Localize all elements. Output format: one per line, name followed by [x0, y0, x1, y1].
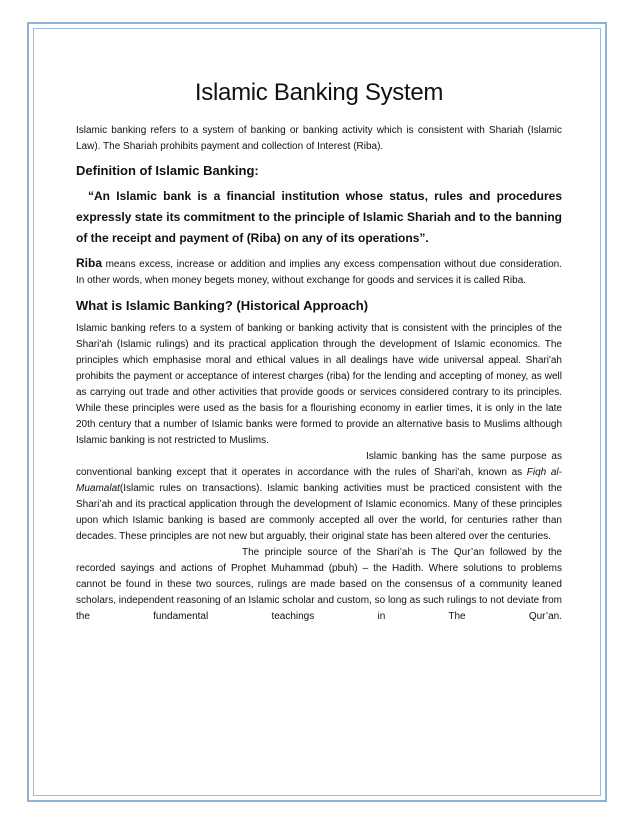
fiqh-term: Fiqh al-Muamalat [76, 467, 562, 494]
historical-paragraph-3-text: The principle source of the Shari’ah is The Qur’an followed by the recorded sayings and actions of Prophet Muhammad (pbuh) – the Hadith. Where solutions to problems cannot be found in these two sources, rulings are made based on the consensus of a community leaned scholars, independent reasoning of an Islamic scholar and custom, so long as such rulings to not deviate from the fundamental teachings in The Qur’an. [76, 547, 562, 622]
riba-term: Riba [76, 256, 103, 270]
riba-paragraph [76, 255, 562, 289]
definition-heading: Definition of Islamic Banking: [76, 163, 259, 178]
intro-paragraph: Islamic banking refers to a system of banking or banking activity which is consistent with Shariah (Islamic Law). The Shariah prohibits payment and collection of Interest (Riba). [76, 125, 562, 152]
historical-paragraph-1: Islamic banking refers to a system of banking or banking activity that is consistent with the principles of the Shari'ah (Islamic rulings) and its practical application through the development of Islamic economics. The principles which emphasise moral and ethical values in all dealings have wide universal appeal. Shari'ah prohibits the payment or acceptance of interest charges (riba) for the lending and accepting of money, as well as carrying out trade and other activities that provide goods or services considered contrary to its principles. While these principles were used as the basis for a flourishing economy in earlier times, it is only in the late 20th century that a number of Islamic banks were formed to provide an alternative basis to Muslims although Islamic banking is not restricted to Muslims. [76, 323, 562, 446]
historical-heading: What is Islamic Banking? (Historical Approach) [76, 298, 369, 313]
historical-paragraph-2 [76, 449, 562, 545]
historical-paragraph-3 [76, 545, 562, 625]
document-title: Islamic Banking System [194, 79, 444, 106]
historical-paragraph-2-text-a: Islamic banking has the same purpose as conventional banking except that it operates in accordance with the rules of Shari’ah, known as [76, 451, 562, 478]
historical-paragraph-2-text-b: (Islamic rules on transactions). Islamic banking activities must be practiced consistent with the Shari’ah and its practical application through the development of Islamic economics. Many of these principles upon which Islamic banking is based are commonly accepted all over the world, for centuries rather than decades. These principles are not new but arguably, their original state has been altered over the centuries. [76, 483, 562, 542]
document-body [76, 78, 562, 625]
definition-quote: “An Islamic bank is a financial institution whose status, rules and procedures expressly state its commitment to the principle of Islamic Shariah and to the banning of the receipt and payment of (Riba) on any of its operations”. [76, 189, 562, 245]
riba-text: means excess, increase or addition and implies any excess compensation without due consideration. In other words, when money begets money, without exchange for goods and services it is called Riba. [76, 259, 562, 286]
